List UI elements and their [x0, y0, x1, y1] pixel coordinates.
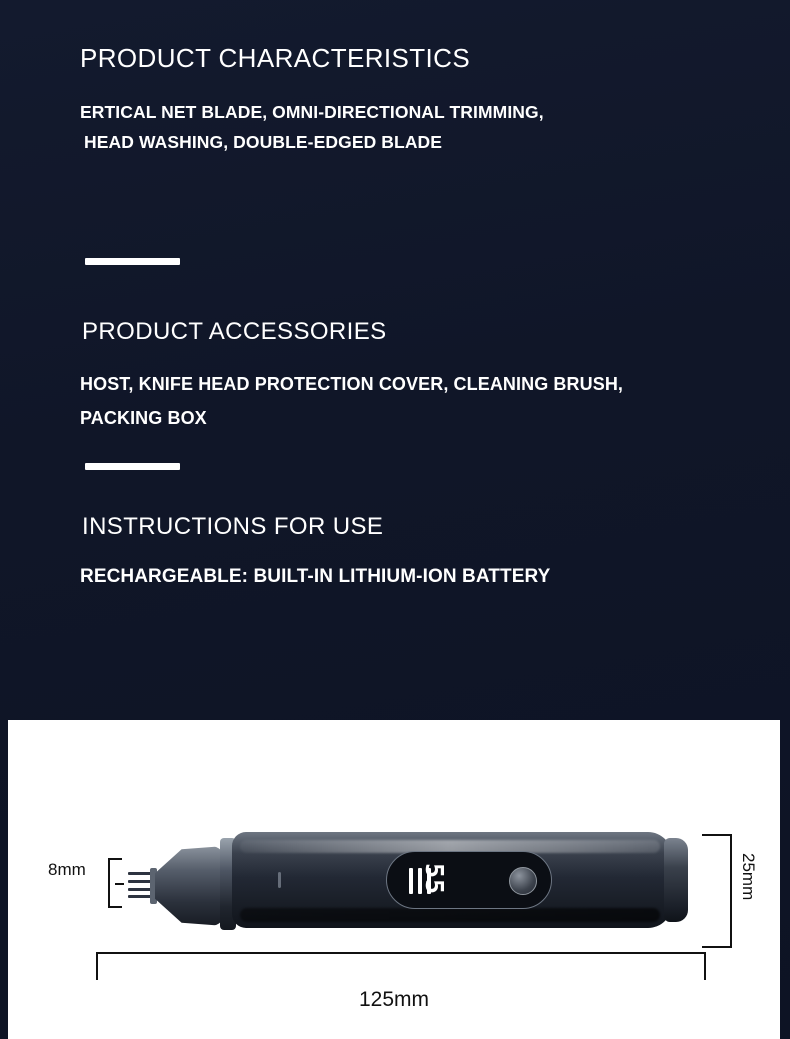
accessories-line-1: HOST, KNIFE HEAD PROTECTION COVER, CLEANING BRUSH, [80, 373, 624, 394]
display-digits: 55 [420, 863, 449, 896]
display-panel [386, 851, 552, 909]
body-height-bracket [702, 834, 732, 948]
section-product-characteristics [80, 42, 750, 158]
device-tail-cap [664, 838, 688, 922]
product-dimension-diagram [8, 720, 780, 1039]
cutter-head [155, 846, 225, 926]
power-button[interactable] [509, 867, 537, 895]
characteristics-line-2: HEAD WASHING, DOUBLE-EDGED BLADE [84, 132, 443, 153]
section-instructions-for-use [80, 512, 750, 593]
characteristics-title: PRODUCT CHARACTERISTICS [80, 43, 471, 73]
head-diameter-label: 8mm [48, 860, 86, 879]
blade-comb-icon [128, 872, 152, 898]
head-diameter-bracket [108, 858, 122, 908]
instructions-title: INSTRUCTIONS FOR USE [82, 513, 384, 541]
characteristics-line-1: ERTICAL NET BLADE, OMNI-DIRECTIONAL TRIMMING, [80, 101, 544, 122]
section-product-accessories [80, 317, 750, 435]
accessories-line-2: PACKING BOX [80, 407, 207, 428]
device-illustration [128, 828, 688, 926]
accessories-title: PRODUCT ACCESSORIES [82, 317, 387, 345]
body-height-label: 25mm [739, 853, 758, 901]
barrel-seam [278, 872, 281, 888]
instructions-line-1: RECHARGEABLE: BUILT-IN LITHIUM-ION BATTERY [80, 566, 551, 588]
total-length-label: 125mm [358, 988, 430, 1011]
divider-one [85, 258, 180, 265]
barrel-shadow [240, 908, 660, 922]
total-length-bracket [96, 952, 706, 980]
divider-two [85, 463, 180, 470]
